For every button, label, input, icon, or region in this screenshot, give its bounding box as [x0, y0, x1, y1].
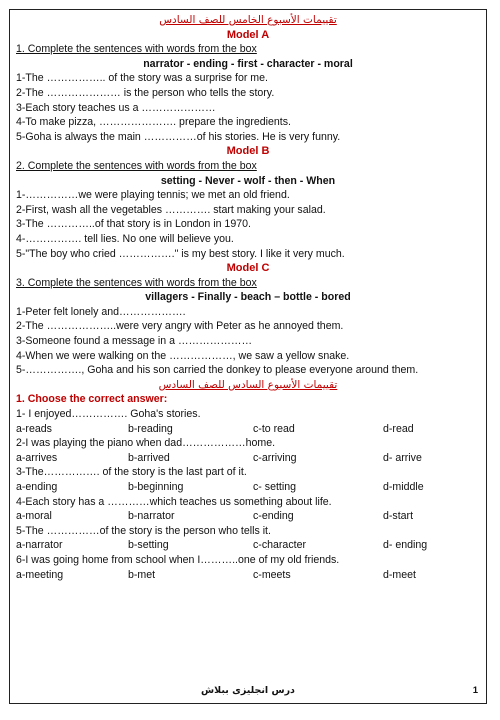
worksheet-content [16, 13, 480, 582]
model-a-title: Model A [226, 28, 270, 41]
option-d: d-read [383, 422, 414, 435]
page-number: 1 [472, 685, 478, 696]
mcq-question: 5-The ……………of the story is the person who tells it. [16, 524, 271, 537]
option-a: a-reads [16, 422, 52, 435]
option-a: a-ending [16, 481, 58, 493]
mcq-options [16, 451, 480, 466]
model-a-instruction: 1. Complete the sentences with words from the box [16, 43, 257, 56]
week5-header-title: تقييمات الأسبوع الخامس للصف السادس [159, 14, 337, 26]
option-d: d-middle [383, 481, 424, 493]
model-c-title: Model C [226, 262, 270, 275]
model-c-sentence: 3-Someone found a message in a ………………… [16, 335, 253, 348]
option-a: a-meeting [16, 568, 64, 581]
option-a: a-arrives [16, 451, 58, 464]
option-c: c-arriving [253, 451, 297, 464]
model-a-word-box: narrator - ending - first - character - moral [143, 57, 353, 70]
option-b: b-reading [128, 422, 173, 435]
mcq-question: 6-I was going home from school when I………..one of my old friends. [16, 553, 340, 566]
option-b: b-beginning [128, 481, 184, 493]
worksheet-page [9, 9, 487, 704]
week6-header-title: تقييمات الأسبوع السادس للصف السادس [158, 378, 338, 391]
mcq-options [16, 422, 480, 437]
option-b: b-setting [128, 539, 169, 552]
option-c: c-to read [253, 422, 295, 435]
model-b-sentence: 5-"The boy who cried ……………." is my best story. I like it very much. [16, 247, 345, 260]
model-c-word-box: villagers - Finally - beach – bottle - bored [145, 291, 351, 304]
model-a-sentence: 3-Each story teaches us a ………………… [16, 101, 216, 114]
model-a-sentence: 2-The ………………… is the person who tells the story. [16, 86, 275, 99]
model-c-sentence: 2-The ………………..were very angry with Peter as he annoyed them. [16, 320, 344, 333]
option-a: a-narrator [16, 539, 63, 552]
option-b: b-arrived [128, 451, 170, 464]
choose-answer-title: 1. Choose the correct answer: [16, 393, 168, 406]
option-d: d-meet [383, 568, 416, 581]
option-c: c-meets [253, 568, 291, 581]
model-b-word-box: setting - Never - wolf - then - When [160, 174, 336, 187]
footer-text: درس انجليزى ببلاش [201, 685, 295, 696]
option-c: c-character [253, 539, 306, 552]
model-a-sentence: 5-Goha is always the main ……………of his stories. He is very funny. [16, 130, 341, 143]
model-c-sentence: 1-Peter felt lonely and………………. [16, 305, 186, 318]
option-a: a-moral [16, 510, 52, 523]
model-b-sentence: 3-The …………..of that story is in London in 1970. [16, 218, 251, 231]
mcq-options [16, 568, 480, 583]
option-d: d- ending [383, 539, 428, 552]
mcq-question: 4-Each story has a …………which teaches us something about life. [16, 495, 332, 508]
model-b-sentence: 4-……………. tell lies. No one will believe you. [16, 232, 234, 245]
option-b: b-met [128, 568, 156, 581]
model-a-sentence: 4-To make pizza, …………………. prepare the ingredients. [16, 116, 291, 129]
mcq-options [16, 509, 480, 524]
model-b-sentence: 2-First, wash all the vegetables …………. start making your salad. [16, 203, 326, 216]
model-a-sentence: 1-The …………….. of the story was a surprise for me. [16, 72, 268, 85]
mcq-question: 1- I enjoyed……………. Goha's stories. [16, 408, 201, 421]
model-c-sentence: 4-When we were walking on the ………………, we saw a yellow snake. [16, 349, 350, 362]
model-b-instruction: 2. Complete the sentences with words from the box [16, 159, 257, 172]
option-d: d-start [383, 510, 414, 523]
model-c-sentence: 5-……………., Goha and his son carried the donkey to please everyone around them. [16, 364, 419, 377]
mcq-options [16, 538, 480, 553]
option-d: d- arrive [383, 451, 422, 464]
page-footer [10, 685, 486, 699]
mcq-question: 3-The……………. of the story is the last part of it. [16, 466, 247, 479]
model-b-title: Model B [226, 145, 270, 158]
model-b-sentence: 1-……………we were playing tennis; we met an old friend. [16, 189, 290, 202]
mcq-options [16, 480, 480, 495]
option-c: c-ending [253, 510, 294, 523]
option-c: c- setting [253, 481, 296, 493]
option-b: b-narrator [128, 510, 175, 523]
model-c-instruction: 3. Complete the sentences with words from the box [16, 276, 257, 289]
mcq-question: 2-I was playing the piano when dad………………home. [16, 437, 276, 450]
